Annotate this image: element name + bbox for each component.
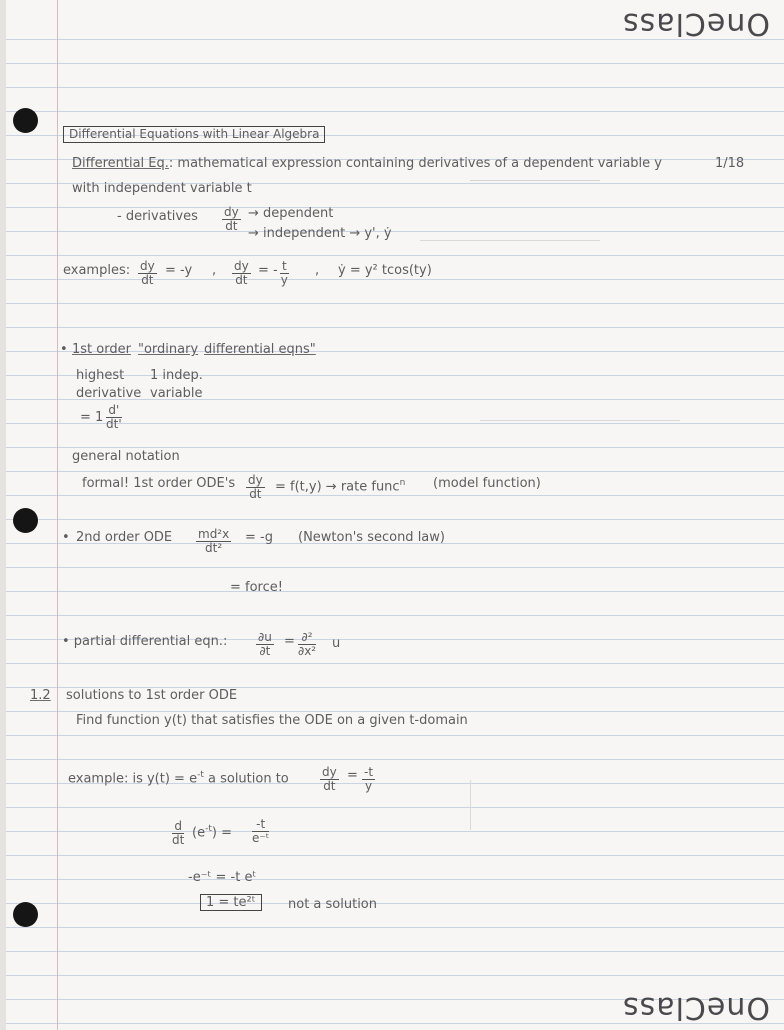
derivative-expression <box>192 822 232 840</box>
margin-line <box>57 0 58 1030</box>
fraction-denominator: y <box>280 273 288 287</box>
fraction-denominator: dt <box>249 487 262 501</box>
force-note: = force! <box>230 580 283 595</box>
fraction-numerator: d <box>172 820 184 834</box>
separator: , <box>212 263 217 278</box>
second-order-fraction <box>196 528 231 555</box>
variable-label: variable <box>150 386 203 401</box>
date: 1/18 <box>715 156 745 171</box>
fraction-numerator: t <box>282 259 287 273</box>
page-edge <box>0 0 6 1030</box>
fraction-numerator: dy <box>234 259 249 273</box>
example1-fraction <box>138 260 157 287</box>
second-order-label: 2nd order ODE <box>76 530 173 545</box>
example2-rhs-fraction <box>280 260 289 287</box>
example1-rhs: = -y <box>165 263 193 278</box>
example2-equals: = <box>347 768 358 783</box>
binder-hole <box>13 902 38 927</box>
model-function: (model function) <box>433 476 541 491</box>
paren-open: (e <box>192 825 206 841</box>
partial-equals: = <box>284 634 295 649</box>
bleed-through-mark <box>470 180 600 181</box>
separator: , <box>315 263 320 278</box>
superscript: -t <box>205 824 212 834</box>
bullet: • <box>60 342 68 357</box>
derivative-label: derivative <box>76 386 142 401</box>
formal-ode-label: formal! 1st order ODE's <box>82 476 236 491</box>
example2-label <box>68 768 289 786</box>
first-derivative-fraction <box>106 404 122 431</box>
partial-label: • partial differential eqn.: <box>62 634 228 649</box>
second-order-rhs: = -g <box>245 530 273 545</box>
first-order-label: 1st order <box>72 342 131 357</box>
fraction-denominator: e⁻ᵗ <box>252 831 270 845</box>
derivatives-label: - derivatives <box>117 209 198 224</box>
example2-left-fraction <box>320 766 339 793</box>
conclusion: not a solution <box>288 897 378 912</box>
partial-u: u <box>332 636 341 651</box>
bleed-through-mark <box>480 420 680 421</box>
fraction-numerator: ∂² <box>298 631 316 645</box>
differential-eqns-label: differential eqns" <box>204 342 316 357</box>
oneclass-watermark-bottom: OneClass <box>621 990 770 1025</box>
bleed-through-mark <box>420 240 600 241</box>
fraction-numerator: dy <box>140 259 155 273</box>
bullet: • <box>62 530 70 545</box>
partial-right-fraction <box>298 631 316 658</box>
boxed-result: 1 = te²ᵗ <box>200 894 262 911</box>
page-title: Differential Equations with Linear Algebra <box>63 126 325 143</box>
example2-fraction <box>232 260 251 287</box>
fraction-numerator: dy <box>248 473 263 487</box>
example2-right-fraction <box>362 766 375 793</box>
rate-function-text: = f(t,y) → rate func <box>275 479 400 495</box>
definition-line-2: with independent variable t <box>72 181 252 196</box>
derivative-operator-fraction <box>172 820 184 847</box>
fraction-denominator: dt <box>225 219 238 233</box>
dy-dt-fraction <box>222 206 241 233</box>
example2-eq: = - <box>258 263 278 278</box>
general-notation-label: general notation <box>72 449 180 464</box>
oneclass-watermark-top: OneClass <box>621 6 770 41</box>
example2-mid-text: a solution to <box>208 771 289 787</box>
equals-one: = 1 <box>80 410 104 425</box>
independent-arrow: → independent → y', ẏ <box>248 226 392 241</box>
highest-label: highest <box>76 368 125 383</box>
example3: ẏ = y² tcos(ty) <box>338 263 432 278</box>
binder-hole <box>13 508 38 533</box>
fraction-denominator: y <box>364 779 373 793</box>
definition-term: Differential Eq. <box>72 156 169 171</box>
newton-note: (Newton's second law) <box>298 530 445 545</box>
fraction-denominator: dt <box>323 779 336 793</box>
work-rhs-fraction <box>252 818 269 845</box>
fraction-numerator: dy <box>224 205 239 219</box>
fraction-numerator: dy <box>322 765 337 779</box>
fraction-denominator: dt <box>172 833 185 847</box>
work-line-2: -e⁻ᵗ = -t eᵗ <box>188 870 257 885</box>
binder-hole <box>13 108 38 133</box>
dependent-arrow: → dependent <box>248 206 334 221</box>
example2-label-text: example: is y(t) = e <box>68 771 198 787</box>
partial-left-fraction <box>256 631 274 658</box>
section-title: solutions to 1st order ODE <box>66 688 238 703</box>
superscript: -t <box>197 770 204 780</box>
definition-line-1 <box>72 156 662 171</box>
ordinary-label: "ordinary <box>138 342 199 357</box>
fraction-numerator: ∂u <box>258 630 272 644</box>
fraction-denominator: dt' <box>106 417 122 431</box>
fraction-numerator: d' <box>106 404 122 418</box>
superscript: n <box>399 478 406 488</box>
fraction-numerator: -t <box>364 765 374 779</box>
fraction-denominator: dt² <box>205 541 223 555</box>
fraction-denominator: dt <box>235 273 248 287</box>
indep-label: 1 indep. <box>150 368 203 383</box>
rate-function <box>275 476 405 494</box>
fraction-denominator: dt <box>141 273 154 287</box>
definition-colon: : <box>168 156 174 171</box>
definition-text: mathematical expression containing derivatives of a dependent variable y <box>177 156 662 171</box>
fraction-denominator: ∂x² <box>298 644 317 658</box>
examples-label: examples: <box>63 263 131 278</box>
general-fraction <box>246 474 265 501</box>
fraction-numerator: md²x <box>198 527 230 541</box>
paren-close: ) = <box>211 825 232 841</box>
fraction-denominator: ∂t <box>259 644 271 658</box>
section-number: 1.2 <box>30 688 51 703</box>
fraction-numerator: -t <box>252 818 269 832</box>
section-description: Find function y(t) that satisfies the ODE on a given t-domain <box>76 713 468 728</box>
bleed-through-mark <box>470 780 471 830</box>
